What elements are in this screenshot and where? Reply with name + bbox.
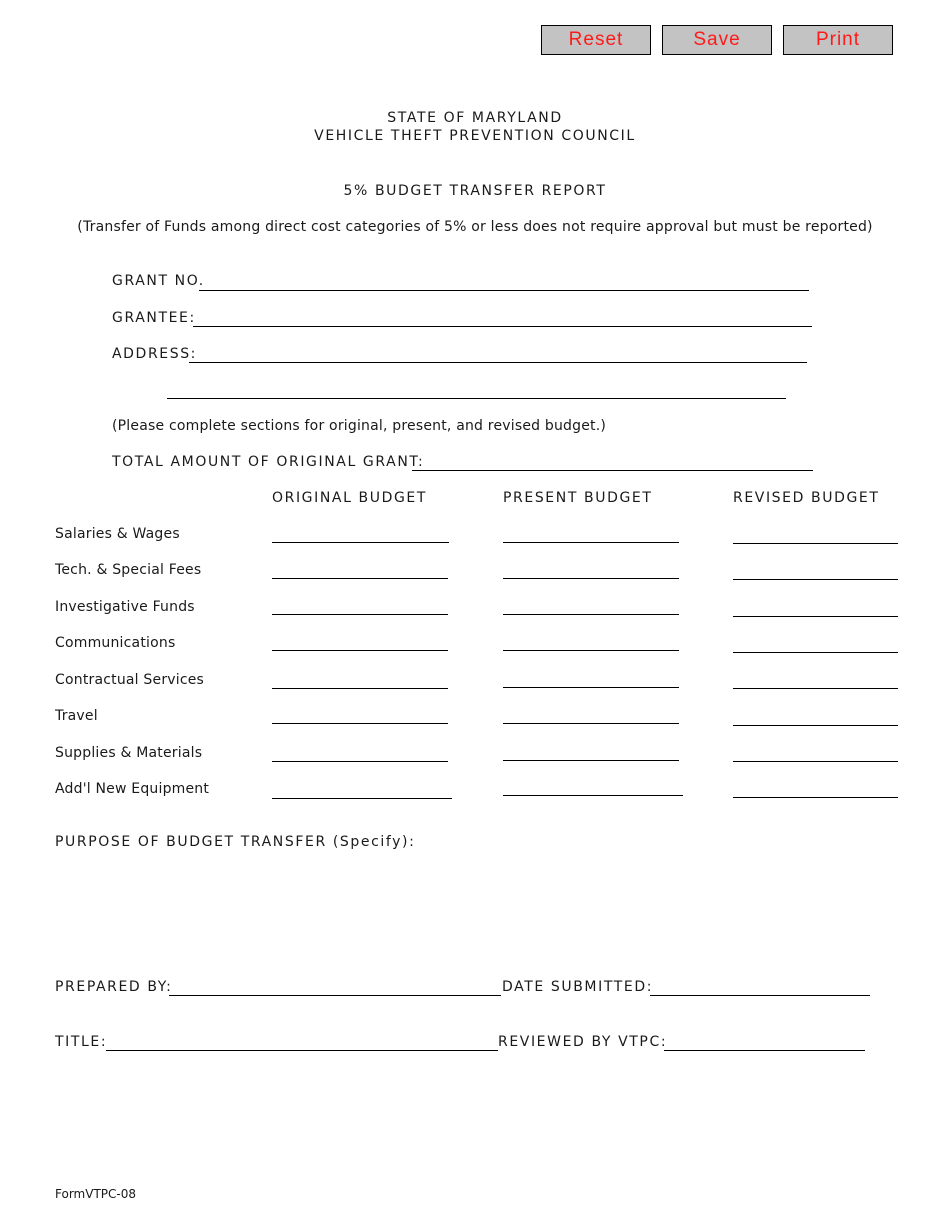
column-revised-budget: REVISED BUDGET bbox=[733, 490, 880, 506]
original-budget-field[interactable] bbox=[272, 688, 448, 689]
reviewed-by-label: REVIEWED BY VTPC: bbox=[498, 1034, 668, 1050]
title-label: TITLE: bbox=[55, 1034, 108, 1050]
revised-budget-field[interactable] bbox=[733, 797, 898, 798]
revised-budget-field[interactable] bbox=[733, 543, 898, 544]
print-button[interactable]: Print bbox=[783, 25, 893, 55]
present-budget-field[interactable] bbox=[503, 542, 679, 543]
present-budget-field[interactable] bbox=[503, 795, 683, 796]
revised-budget-field[interactable] bbox=[733, 688, 898, 689]
grantee-field[interactable] bbox=[193, 326, 812, 327]
purpose-label: PURPOSE OF BUDGET TRANSFER (Specify): bbox=[55, 834, 416, 850]
present-budget-field[interactable] bbox=[503, 578, 679, 579]
reviewed-by-field[interactable] bbox=[664, 1050, 865, 1051]
grant-no-label: GRANT NO. bbox=[112, 273, 205, 289]
address-label: ADDRESS: bbox=[112, 346, 198, 362]
row-label-equipment: Add'l New Equipment bbox=[55, 781, 210, 797]
grantee-label: GRANTEE: bbox=[112, 310, 196, 326]
transfer-note: (Transfer of Funds among direct cost categories of 5% or less does not require approval but must be reported) bbox=[77, 219, 873, 235]
row-label-communications: Communications bbox=[55, 635, 176, 651]
row-label-contractual: Contractual Services bbox=[55, 672, 205, 688]
row-label-investigative: Investigative Funds bbox=[55, 599, 195, 615]
save-button[interactable]: Save bbox=[662, 25, 772, 55]
header-council: VEHICLE THEFT PREVENTION COUNCIL bbox=[314, 128, 636, 144]
instruction-text: (Please complete sections for original, present, and revised budget.) bbox=[112, 418, 607, 434]
row-label-salaries: Salaries & Wages bbox=[55, 526, 180, 542]
revised-budget-field[interactable] bbox=[733, 725, 898, 726]
revised-budget-field[interactable] bbox=[733, 652, 898, 653]
prepared-by-label: PREPARED BY: bbox=[55, 979, 173, 995]
original-budget-field[interactable] bbox=[272, 578, 448, 579]
page-title: 5% BUDGET TRANSFER REPORT bbox=[343, 183, 607, 199]
original-budget-field[interactable] bbox=[272, 614, 448, 615]
original-budget-field[interactable] bbox=[272, 761, 448, 762]
present-budget-field[interactable] bbox=[503, 614, 679, 615]
reset-button[interactable]: Reset bbox=[541, 25, 651, 55]
header-state: STATE OF MARYLAND bbox=[387, 110, 563, 126]
total-amount-label: TOTAL AMOUNT OF ORIGINAL GRANT: bbox=[112, 454, 425, 470]
present-budget-field[interactable] bbox=[503, 650, 679, 651]
original-budget-field[interactable] bbox=[272, 723, 448, 724]
present-budget-field[interactable] bbox=[503, 760, 679, 761]
grant-no-field[interactable] bbox=[199, 290, 809, 291]
revised-budget-field[interactable] bbox=[733, 616, 898, 617]
address-field-line2[interactable] bbox=[167, 398, 786, 399]
row-label-supplies: Supplies & Materials bbox=[55, 745, 203, 761]
address-field-line1[interactable] bbox=[189, 362, 807, 363]
date-submitted-field[interactable] bbox=[650, 995, 870, 996]
column-present-budget: PRESENT BUDGET bbox=[503, 490, 653, 506]
original-budget-field[interactable] bbox=[272, 650, 448, 651]
column-original-budget: ORIGINAL BUDGET bbox=[272, 490, 428, 506]
row-label-travel: Travel bbox=[55, 708, 98, 724]
present-budget-field[interactable] bbox=[503, 723, 679, 724]
present-budget-field[interactable] bbox=[503, 687, 679, 688]
purpose-field[interactable] bbox=[55, 858, 895, 958]
revised-budget-field[interactable] bbox=[733, 761, 898, 762]
row-label-tech-fees: Tech. & Special Fees bbox=[55, 562, 202, 578]
total-amount-field[interactable] bbox=[412, 470, 813, 471]
prepared-by-field[interactable] bbox=[169, 995, 501, 996]
revised-budget-field[interactable] bbox=[733, 579, 898, 580]
original-budget-field[interactable] bbox=[272, 542, 449, 543]
form-id: FormVTPC-08 bbox=[55, 1187, 136, 1201]
title-field[interactable] bbox=[106, 1050, 498, 1051]
date-submitted-label: DATE SUBMITTED: bbox=[502, 979, 654, 995]
original-budget-field[interactable] bbox=[272, 798, 452, 799]
